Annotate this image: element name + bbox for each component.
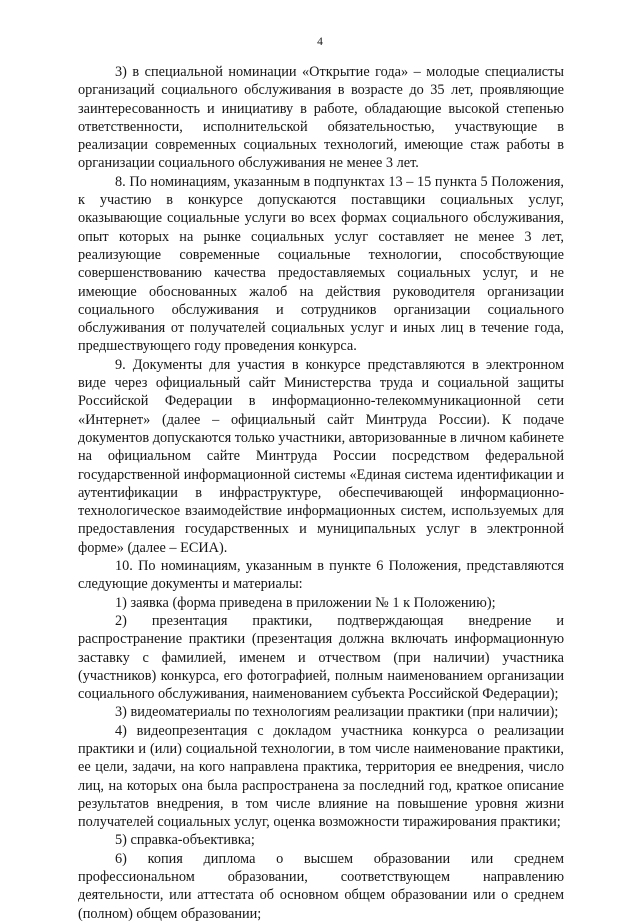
- paragraph-8: 8. По номинациям, указанным в подпунктах 13 – 15 пункта 5 Положения, к участию в конкурсе допускаются поставщики социальных услуг, оказывающие социальные услуги во всех формах социального обслуживания, опыт которых на рынке социальных услуг составляет не менее 3 лет, реализующие современные социальные технологии, способствующие совершенствованию качества предоставляемых социальных услуг, и не имеющие обоснованных жалоб на действия руководителя организации социального обслуживания и сотрудников организации социального обслуживания от получателей социальных услуг и иных лиц в течение года, предшествующего году проведения конкурса.: [78, 173, 564, 355]
- list-item-2: 2) презентация практики, подтверждающая внедрение и распространение практики (презентация должна включать информационную заставку с фамилией, именем и отчеством (при наличии) участника (участников) конкурса, его фотографией, полным наименованием организации социального обслуживания, наименованием субъекта Российской Федерации);: [78, 612, 564, 703]
- paragraph-9: 9. Документы для участия в конкурсе представляются в электронном виде через официальный сайт Министерства труда и социальной защиты Российской Федерации в информационно-телекоммуникационной сети «Интернет» (далее – официальный сайт Минтруда России). К подаче документов допускаются только участники, авторизованные в личном кабинете на официальном сайте Минтруда России посредством федеральной государственной информационной системы «Единая система идентификации и аутентификации в инфраструктуре, обеспечивающей информационно-технологическое взаимодействие информационных систем, используемых для предоставления государственных и муниципальных услуг в электронной форме» (далее – ЕСИА).: [78, 356, 564, 556]
- list-item-5: 5) справка-объективка;: [115, 832, 255, 849]
- page-number: 4: [317, 36, 323, 48]
- document-body: [78, 63, 564, 923]
- paragraph-10: 10. По номинациям, указанным в пункте 6 Положения, представляются следующие документы и материалы:: [78, 558, 564, 593]
- list-item-6: 6) копия диплома о высшем образовании или среднем профессиональном образовании, соответствующем направлению деятельности, или аттестата об основном общем образовании или о среднем (полном) общем образовании;: [78, 850, 564, 922]
- paragraph-item-3: 3) в специальной номинации «Открытие года» – молодые специалисты организаций социального обслуживания в возрасте до 35 лет, проявляющие заинтересованность и инициативу в работе, обладающие высокой степенью ответственности, исполнительской обязательностью, участвующие в реализации современных социальных технологий, имеющие стаж работы в организации социального обслуживания не менее 3 лет.: [78, 64, 564, 172]
- list-item-3: 3) видеоматериалы по технологиям реализации практики (при наличии);: [115, 704, 559, 721]
- list-item-4: 4) видеопрезентация с докладом участника конкурса о реализации практики и (или) социальной технологии, в том числе наименование практики, ее цели, задачи, на кого направлена практика, территория ее внедрения, число лиц, на которых она была распространена за последний год, краткое описание результатов внедрения, в том числе влияние на повышение уровня жизни получателей социальных услуг, оценка возможности тиражирования практики;: [78, 722, 564, 831]
- list-item-1: 1) заявка (форма приведена в приложении № 1 к Положению);: [115, 594, 496, 611]
